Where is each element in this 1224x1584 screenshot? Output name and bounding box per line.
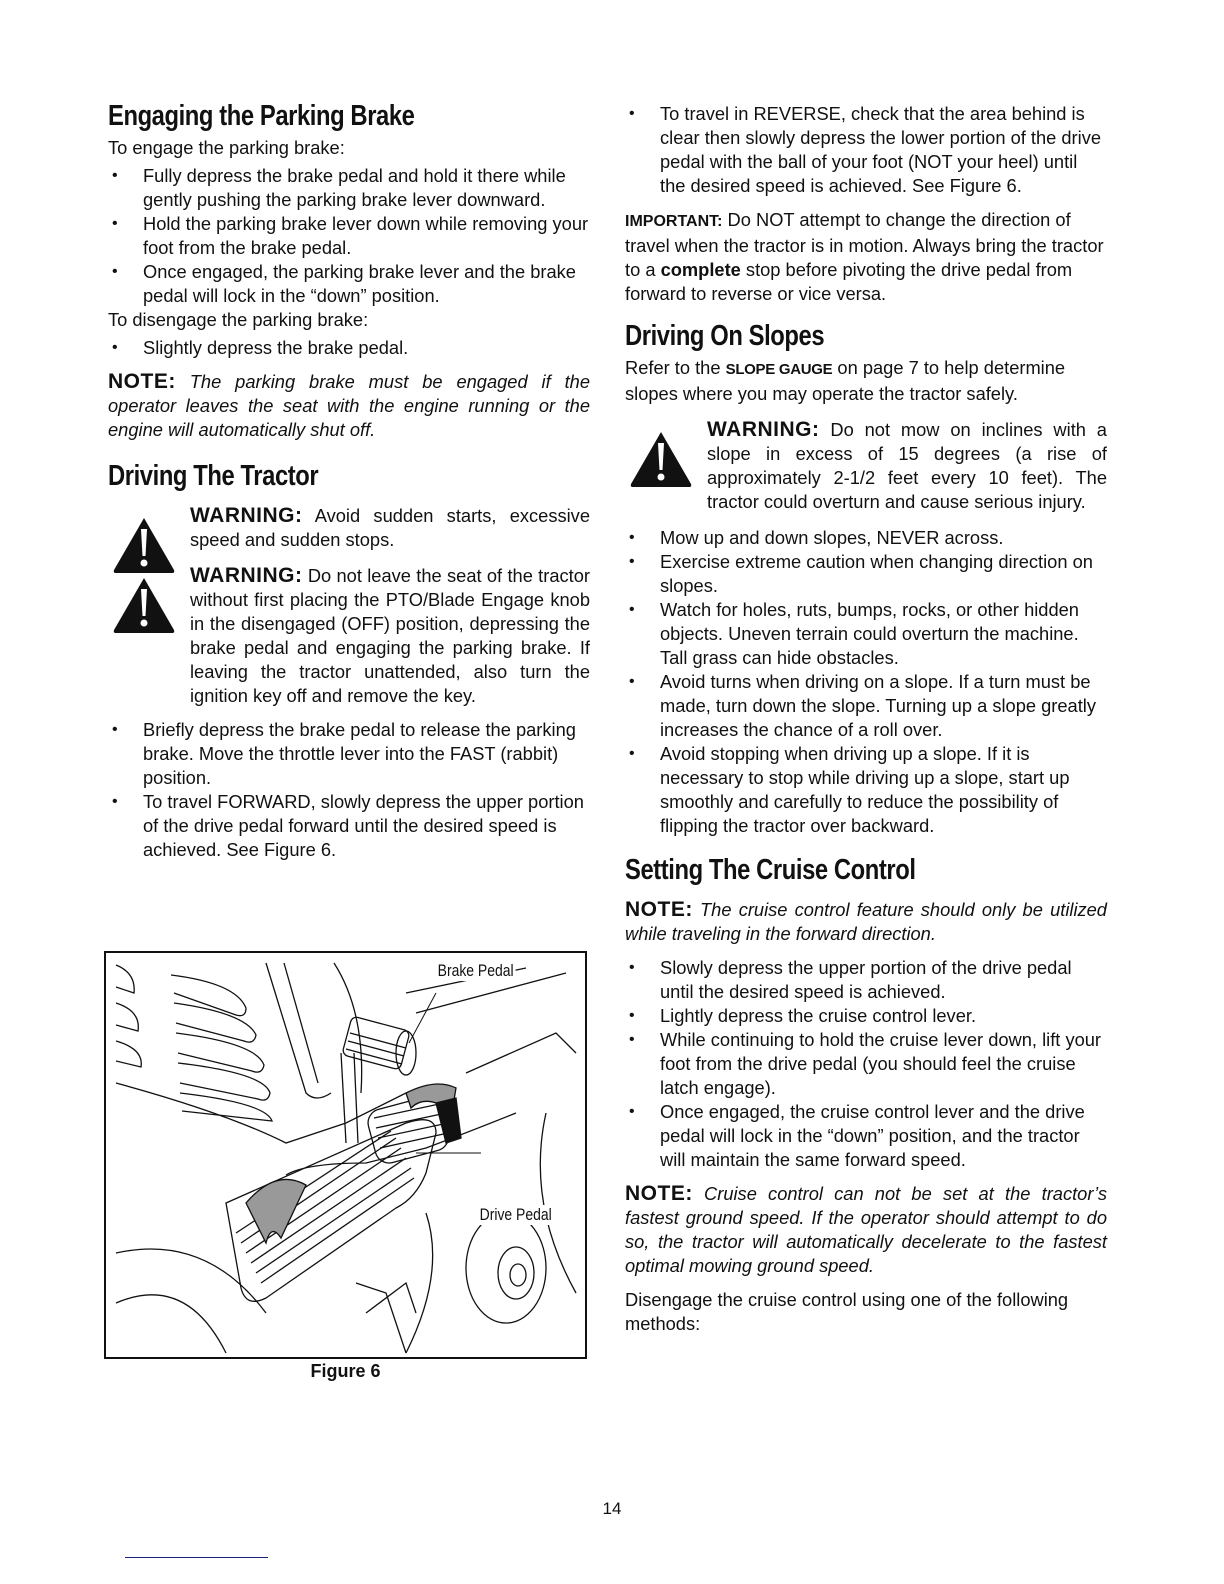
- slopes-intro-text: Refer to the: [625, 357, 726, 378]
- important-text: stop before pivoting the drive pedal from forward to reverse or vice versa.: [625, 259, 1073, 304]
- slopes-intro-text: on page 7 to help determine slopes where you may operate the tractor safely.: [625, 357, 1066, 404]
- list-item: • Fully depress the brake pedal and hold it there while gently pushing the parking brake lever downward.: [108, 164, 590, 212]
- note-label: NOTE:: [108, 370, 176, 393]
- heading-driving-slopes: Driving On Slopes: [625, 320, 825, 352]
- warning-label: WARNING:: [190, 504, 303, 527]
- cruise-note-2: [625, 1182, 1107, 1278]
- list-item: • To travel in REVERSE, check that the area behind is clear then slowly depress the lower portion of the drive pedal with the ball of your foot (NOT your heel) until the desired speed is achieved. See Figure 6.: [625, 102, 1107, 198]
- disengage-steps: [108, 336, 590, 360]
- warning-block-2: [108, 564, 590, 708]
- list-item: • Hold the parking brake lever down while removing your foot from the brake pedal.: [108, 212, 590, 260]
- figure-6-illustration: [104, 951, 587, 1359]
- list-item: • Briefly depress the brake pedal to release the parking brake. Move the throttle lever into the FAST (rabbit) position.: [108, 718, 590, 790]
- page-number: 14: [602, 1499, 622, 1518]
- heading-driving-tractor: Driving The Tractor: [108, 460, 319, 492]
- slopes-steps: [625, 526, 1107, 838]
- slope-gauge-ref: SLOPE GAUGE: [725, 361, 833, 378]
- cruise-steps: [625, 956, 1107, 1172]
- note-text: The parking brake must be engaged if the operator leaves the seat with the engine running or the engine will automatically shut off.: [108, 371, 590, 440]
- important-text: Do NOT attempt to change the direction of travel when the tractor is in motion. Always bring the tractor to a: [625, 209, 1104, 280]
- note-label: NOTE:: [625, 898, 693, 921]
- list-item: • Lightly depress the cruise control lever.: [625, 1004, 1107, 1028]
- heading-parking-brake: Engaging the Parking Brake: [108, 100, 415, 132]
- parking-steps: [108, 164, 590, 308]
- parking-note: [108, 370, 590, 442]
- list-item: • To travel FORWARD, slowly depress the upper portion of the drive pedal forward until the desired speed is achieved. See Figure 6.: [108, 790, 590, 862]
- important-emphasis: complete: [660, 259, 741, 280]
- left-column: [108, 96, 590, 862]
- disengage-intro: To disengage the parking brake:: [108, 309, 369, 330]
- warning-triangle-icon: [629, 430, 693, 488]
- list-item: • Slightly depress the brake pedal.: [108, 336, 590, 360]
- reverse-steps: [625, 102, 1107, 198]
- note-text: The cruise control feature should only be utilized while traveling in the forward direction.: [625, 899, 1107, 944]
- list-item: • Avoid turns when driving on a slope. If a turn must be made, turn down the slope. Turning up a slope greatly increases the chance of a roll over.: [625, 670, 1107, 742]
- list-item: • Once engaged, the parking brake lever and the brake pedal will lock in the “down” position.: [108, 260, 590, 308]
- warning-label: WARNING:: [707, 418, 820, 441]
- warning-text: Do not mow on inclines with a slope in excess of 15 degrees (a rise of approximately 2-1/2 feet every 10 feet). The tractor could overturn and cause serious injury.: [707, 419, 1107, 512]
- list-item: • Mow up and down slopes, NEVER across.: [625, 526, 1107, 550]
- warning-2: [190, 564, 590, 708]
- list-item: • Once engaged, the cruise control lever and the drive pedal will lock in the “down” position, and the tractor will maintain the same forward speed.: [625, 1100, 1107, 1172]
- list-item: • Exercise extreme caution when changing direction on slopes.: [625, 550, 1107, 598]
- slopes-intro: [625, 356, 1107, 406]
- tractor-pedals-drawing: [106, 953, 587, 1359]
- drive-pedal-label: Drive Pedal: [479, 1205, 552, 1224]
- warning-label: WARNING:: [190, 564, 303, 587]
- warning-1: [190, 504, 590, 552]
- important-paragraph: [625, 208, 1107, 306]
- parking-intro: To engage the parking brake:: [108, 137, 345, 158]
- list-item: • Avoid stopping when driving up a slope. If it is necessary to stop while driving up a slope, start up smoothly and carefully to reduce the possibility of flipping the tractor over backward.: [625, 742, 1107, 838]
- warning-slopes: [707, 418, 1107, 514]
- right-column: [625, 102, 1107, 1336]
- brake-pedal-label: Brake Pedal: [437, 961, 514, 980]
- list-item: • While continuing to hold the cruise lever down, lift your foot from the drive pedal (you should feel the cruise latch engage).: [625, 1028, 1107, 1100]
- list-item: • Slowly depress the upper portion of the drive pedal until the desired speed is achieved.: [625, 956, 1107, 1004]
- cruise-disengage-intro: Disengage the cruise control using one of the following methods:: [625, 1289, 1069, 1334]
- note-text: Cruise control can not be set at the tractor’s fastest ground speed. If the operator should attempt to do so, the tractor will automatically decelerate to the fastest optimal mowing ground speed.: [625, 1183, 1107, 1276]
- warning-text: Avoid sudden starts, excessive speed and sudden stops.: [190, 505, 590, 550]
- footer-rule: [125, 1557, 268, 1558]
- driving-steps: [108, 718, 590, 862]
- figure-caption: Figure 6: [310, 1361, 381, 1381]
- important-label: IMPORTANT:: [625, 213, 723, 230]
- warning-block-1: [108, 504, 590, 552]
- warning-text: Do not leave the seat of the tractor without first placing the PTO/Blade Engage knob in the disengaged (OFF) position, depressing the brake pedal and engaging the parking brake. If leaving the tractor unattended, also turn the ignition key off and remove the key.: [190, 565, 590, 706]
- cruise-note-1: [625, 898, 1107, 946]
- warning-block-slopes: [625, 418, 1107, 514]
- heading-cruise-control: Setting The Cruise Control: [625, 854, 916, 886]
- list-item: • Watch for holes, ruts, bumps, rocks, or other hidden objects. Uneven terrain could overturn the machine. Tall grass can hide obstacles.: [625, 598, 1107, 670]
- warning-triangle-icon: [112, 576, 176, 634]
- note-label: NOTE:: [625, 1182, 693, 1205]
